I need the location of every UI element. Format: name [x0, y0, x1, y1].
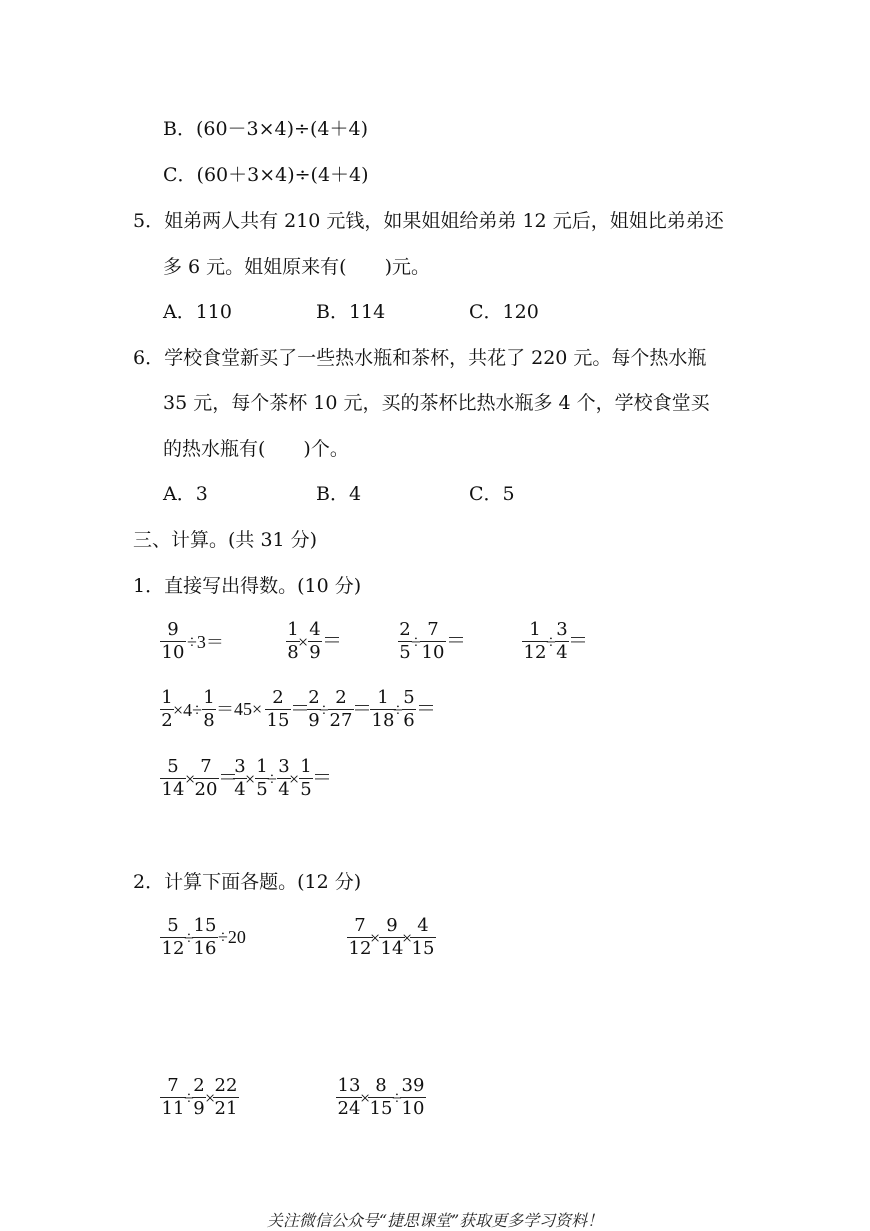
- times-sign: ×: [360, 1088, 371, 1108]
- fraction: 1 5: [256, 756, 268, 800]
- fraction: 3 4: [234, 756, 246, 800]
- divide-sign: ÷: [184, 1088, 194, 1108]
- fraction: 13 24: [337, 1075, 361, 1119]
- fraction: 1 8: [203, 687, 215, 731]
- fraction: 5 6: [403, 687, 415, 731]
- fraction: 2 15: [266, 687, 290, 731]
- q5-line-2: 多 6 元。姐姐原来有( )元。: [163, 256, 430, 278]
- section-3-sub-1: 1．直接写出得数。(10 分): [133, 575, 362, 597]
- times-sign: ×: [370, 928, 381, 948]
- fraction: 22 21: [214, 1075, 238, 1119]
- q5-option-c: C．120: [469, 301, 539, 323]
- fraction: 9 10: [161, 619, 185, 663]
- equals-sign: ＝: [568, 630, 588, 652]
- q5-line-1: 5．姐弟两人共有 210 元钱，如果姐姐给弟弟 12 元后，姐姐比弟弟还: [133, 210, 724, 232]
- fraction: 15 16: [193, 915, 217, 959]
- section-3-title: 三、计算。(共 31 分): [133, 529, 318, 551]
- divide-sign: ÷: [267, 769, 277, 789]
- fraction: 9 14: [380, 915, 404, 959]
- equals-sign: ＝: [446, 630, 466, 652]
- fraction: 5 12: [161, 915, 185, 959]
- q6-line-3: 的热水瓶有( )个。: [163, 438, 349, 460]
- fraction: 5 14: [161, 756, 185, 800]
- fraction: 1 8: [287, 619, 299, 663]
- equals-sign: ＝: [352, 698, 372, 720]
- divide-sign: ÷: [319, 700, 329, 720]
- q6-option-b: B．4: [316, 483, 362, 505]
- q6-line-2: 35 元，每个茶杯 10 元，买的茶杯比热水瓶多 4 个，学校食堂买: [163, 392, 710, 414]
- footer-promo-text: 关注微信公众号“捷思课堂”获取更多学习资料！: [266, 1211, 604, 1230]
- times-sign: ×: [402, 928, 413, 948]
- q6-line-1: 6．学校食堂新买了一些热水瓶和茶杯，共花了 220 元。每个热水瓶: [133, 347, 707, 369]
- fraction: 7 20: [194, 756, 218, 800]
- q5-option-b: B．114: [316, 301, 386, 323]
- expr-mid: ×4÷: [173, 700, 203, 720]
- fraction: 7 11: [161, 1075, 185, 1119]
- q6-option-c: C．5: [469, 483, 515, 505]
- divide-sign: ÷: [184, 928, 194, 948]
- q6-option-a: A．3: [163, 483, 208, 505]
- fraction: 8 15: [369, 1075, 393, 1119]
- fraction: 7 12: [348, 915, 372, 959]
- fraction: 3 4: [278, 756, 290, 800]
- times-sign: ×: [298, 632, 309, 652]
- divide-sign: ÷: [393, 700, 403, 720]
- expr-tail: ÷3＝: [187, 632, 224, 652]
- equals-sign: ＝: [218, 767, 238, 789]
- fraction: 4 15: [411, 915, 435, 959]
- fraction: 1 2: [161, 687, 173, 731]
- q5-option-a: A．110: [163, 301, 232, 323]
- times-sign: ×: [205, 1088, 216, 1108]
- divide-sign: ÷: [392, 1088, 402, 1108]
- fraction: 1 12: [523, 619, 547, 663]
- divide-sign: ÷: [411, 632, 421, 652]
- fraction: 2 5: [399, 619, 411, 663]
- fraction: 2 9: [193, 1075, 205, 1119]
- fraction: 4 9: [309, 619, 321, 663]
- equals-sign: ＝: [416, 698, 436, 720]
- equals-sign: ＝: [312, 767, 332, 789]
- section-3-sub-2: 2．计算下面各题。(12 分): [133, 871, 362, 893]
- fraction: 39 10: [401, 1075, 425, 1119]
- divide-sign: ÷: [546, 632, 556, 652]
- times-sign: ×: [245, 769, 256, 789]
- times-sign: ×: [185, 769, 196, 789]
- equals-sign: ＝: [290, 698, 310, 720]
- fraction: 1 18: [371, 687, 395, 731]
- fraction: 2 9: [308, 687, 320, 731]
- fraction: 3 4: [556, 619, 568, 663]
- expr-tail: ＝45×: [216, 699, 263, 719]
- fraction: 2 27: [329, 687, 353, 731]
- times-sign: ×: [289, 769, 300, 789]
- expr-tail: ÷20: [218, 927, 246, 947]
- fraction: 1 5: [300, 756, 312, 800]
- fraction: 7 10: [421, 619, 445, 663]
- equals-sign: ＝: [322, 630, 342, 652]
- q4-option-b: B．(60－3×4)÷(4＋4): [163, 118, 368, 140]
- q4-option-c: C．(60＋3×4)÷(4＋4): [163, 164, 369, 186]
